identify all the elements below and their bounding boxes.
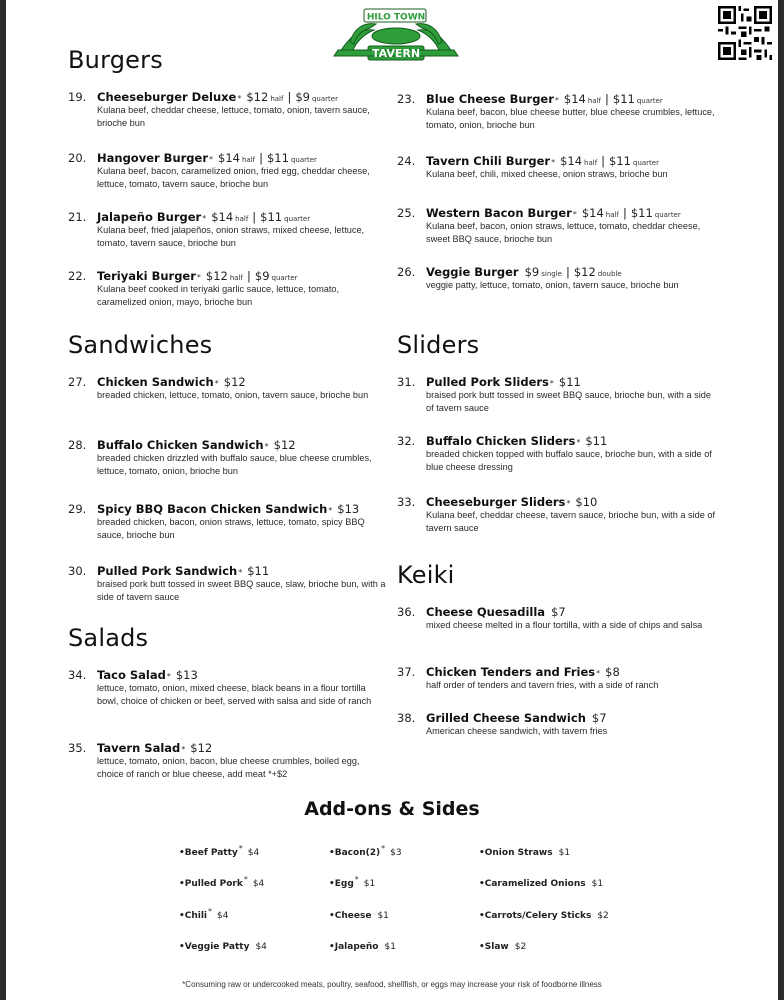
price-separator: | xyxy=(252,210,257,224)
item-price-1: $12 xyxy=(246,90,269,104)
item-price-2: $11 xyxy=(260,210,283,224)
item-price: $7 xyxy=(591,711,607,725)
item-name: Cheese Quesadilla xyxy=(426,605,546,619)
foodborne-illness-disclaimer: *Consuming raw or undercooked meats, poultry, seafood, shellfish, or eggs may increase your risk of foodborne illness xyxy=(182,980,602,989)
menu-item-cheeseburger-deluxe xyxy=(68,90,368,129)
item-price-1: $14 xyxy=(211,210,234,224)
item-number: 21. xyxy=(68,210,87,224)
item-size-2: quarter xyxy=(311,95,338,103)
addon-price: $1 xyxy=(558,848,571,858)
addon-cheese xyxy=(329,907,389,921)
item-size-1: half xyxy=(229,274,244,282)
addon-star: * xyxy=(208,907,213,916)
addon-carrots-celery-sticks xyxy=(479,907,609,921)
item-size-1: half xyxy=(587,97,601,105)
item-price-2: $11 xyxy=(609,154,631,168)
item-number: 29. xyxy=(68,502,87,516)
item-size-1: single xyxy=(541,270,562,278)
item-star: * xyxy=(596,669,601,678)
menu-item-teriyaki-burger xyxy=(68,269,368,308)
item-description: braised pork butt tossed in sweet BBQ sauce, slaw, brioche bun, with a side of tavern sauce xyxy=(97,579,386,602)
item-description: Kulana beef, chili, mixed cheese, onion straws, brioche bun xyxy=(426,169,668,179)
item-description: breaded chicken drizzled with buffalo sauce, blue cheese crumbles, lettuce, tomato, onion, brioche bun xyxy=(97,453,372,476)
item-number: 34. xyxy=(68,668,87,682)
menu-item-spicy-bbq-bacon-chicken-sandwich xyxy=(68,502,368,541)
item-star: * xyxy=(238,568,243,577)
addon-price: $1 xyxy=(591,879,604,889)
menu-item-cheese-quesadilla xyxy=(397,605,703,632)
item-name: Tavern Chili Burger xyxy=(426,154,551,168)
palm-trees-logo-icon xyxy=(330,6,462,64)
addon-pulled-pork xyxy=(179,875,264,889)
item-star: * xyxy=(264,442,269,451)
item-price-2: $11 xyxy=(266,151,289,165)
item-size-2: quarter xyxy=(633,159,659,167)
addon-name: •Jalapeño xyxy=(329,942,379,952)
section-title-sliders: Sliders xyxy=(397,331,480,359)
item-name: Taco Salad xyxy=(97,668,166,682)
item-price: $8 xyxy=(605,665,620,679)
item-number: 30. xyxy=(68,564,87,578)
section-title-addons: Add-ons & Sides xyxy=(304,798,480,820)
addon-price: $1 xyxy=(377,911,389,921)
item-price-2: $9 xyxy=(254,269,270,283)
menu-item-tavern-salad xyxy=(68,741,368,780)
item-number: 24. xyxy=(397,154,416,168)
item-number: 20. xyxy=(68,151,87,165)
section-title-salads: Salads xyxy=(68,624,149,652)
item-price-1: $14 xyxy=(581,206,604,220)
item-price: $12 xyxy=(190,741,213,755)
item-number: 35. xyxy=(68,741,87,755)
item-description: Kulana beef, bacon, caramelized onion, fried egg, cheddar cheese, lettuce, tomato, tavern sauce, brioche bun xyxy=(97,166,370,189)
item-number: 31. xyxy=(397,375,416,389)
item-description: Kulana beef, cheddar cheese, lettuce, tomato, onion, tavern sauce, brioche bun xyxy=(97,105,370,128)
item-number: 28. xyxy=(68,438,87,452)
item-description: lettuce, tomato, onion, mixed cheese, black beans in a flour tortilla bowl, choice of chicken or beef, served with salsa and side of ranch xyxy=(97,683,372,706)
menu-item-tavern-chili-burger xyxy=(397,154,697,181)
item-description: Kulana beef, bacon, blue cheese butter, blue cheese crumbles, lettuce, tomato, onion, brioche bun xyxy=(426,107,715,130)
item-size-1: half xyxy=(584,159,598,167)
addon-veggie-patty xyxy=(179,938,267,952)
item-star: * xyxy=(566,499,571,508)
addon-caramelized-onions xyxy=(479,875,603,889)
item-price: $7 xyxy=(551,605,566,619)
addon-price: $1 xyxy=(384,942,396,952)
menu-item-hangover-burger xyxy=(68,151,368,190)
item-description: breaded chicken, lettuce, tomato, onion, tavern sauce, brioche bun xyxy=(97,390,369,400)
addon-jalapeno xyxy=(329,938,396,952)
item-description: half order of tenders and tavern fries, with a side of ranch xyxy=(426,680,659,690)
item-price: $12 xyxy=(273,438,296,452)
item-price: $11 xyxy=(585,434,608,448)
item-number: 25. xyxy=(397,206,416,220)
menu-item-cheeseburger-sliders xyxy=(397,495,716,534)
section-title-burgers: Burgers xyxy=(68,46,163,74)
item-price: $13 xyxy=(175,668,198,682)
addon-slaw xyxy=(479,938,526,952)
addon-star: * xyxy=(381,844,386,853)
price-separator: | xyxy=(259,151,263,165)
item-star: * xyxy=(576,438,581,447)
menu-item-chicken-tenders-and-fries xyxy=(397,665,697,692)
addon-name: •Caramelized Onions xyxy=(479,879,586,889)
item-price-2: $11 xyxy=(612,92,635,106)
price-separator: | xyxy=(247,269,251,283)
menu-item-grilled-cheese-sandwich xyxy=(397,711,697,738)
item-number: 37. xyxy=(397,665,416,679)
item-number: 22. xyxy=(68,269,87,283)
item-size-2: quarter xyxy=(654,211,681,219)
item-name: Jalapeño Burger xyxy=(97,210,202,224)
item-size-2: quarter xyxy=(290,156,317,164)
item-price-2: $11 xyxy=(630,206,653,220)
addon-name: •Veggie Patty xyxy=(179,942,250,952)
item-size-1: half xyxy=(605,211,619,219)
section-title-sandwiches: Sandwiches xyxy=(68,331,213,359)
menu-page xyxy=(6,0,778,1000)
item-star: * xyxy=(328,506,333,515)
addon-name: •Slaw xyxy=(479,942,509,952)
addon-price: $4 xyxy=(247,848,260,858)
item-name: Cheeseburger Deluxe xyxy=(97,90,237,104)
item-star: * xyxy=(551,158,556,167)
logo-top-text: HILO TOWN xyxy=(366,12,426,23)
section-title-keiki: Keiki xyxy=(397,561,455,589)
price-separator: | xyxy=(622,206,627,220)
item-name: Cheeseburger Sliders xyxy=(426,495,566,509)
item-star: * xyxy=(181,745,186,754)
addon-price: $4 xyxy=(217,911,229,921)
item-number: 36. xyxy=(397,605,416,619)
addon-name: •Egg xyxy=(329,879,354,889)
item-number: 32. xyxy=(397,434,416,448)
item-name: Spicy BBQ Bacon Chicken Sandwich xyxy=(97,502,328,516)
item-name: Western Bacon Burger xyxy=(426,206,572,220)
item-size-2: quarter xyxy=(271,274,298,282)
item-name: Buffalo Chicken Sliders xyxy=(426,434,576,448)
item-star: * xyxy=(166,672,171,681)
item-star: * xyxy=(549,379,554,388)
item-star: * xyxy=(554,96,559,105)
addon-price: $2 xyxy=(514,942,527,952)
item-name: Chicken Tenders and Fries xyxy=(426,665,596,679)
menu-item-chicken-sandwich xyxy=(68,375,368,402)
item-description: Kulana beef, fried jalapeños, onion straws, mixed cheese, lettuce, tomato, tavern sauce, brioche bun xyxy=(97,225,365,248)
menu-item-jalapeno-burger xyxy=(68,210,368,249)
menu-item-western-bacon-burger xyxy=(397,206,701,245)
price-separator: | xyxy=(565,265,570,279)
item-number: 19. xyxy=(68,90,87,104)
item-star: * xyxy=(237,94,242,103)
item-price-1: $14 xyxy=(218,151,240,165)
addon-price: $1 xyxy=(363,879,376,889)
addon-name: •Bacon(2) xyxy=(329,848,381,858)
menu-item-blue-cheese-burger xyxy=(397,92,715,131)
item-description: American cheese sandwich, with tavern fries xyxy=(426,726,608,736)
item-description: braised pork butt tossed in sweet BBQ sauce, brioche bun, with a side of tavern sauce xyxy=(426,390,711,413)
addon-price: $4 xyxy=(252,879,265,889)
item-price: $11 xyxy=(247,564,270,578)
item-name: Pulled Pork Sandwich xyxy=(97,564,238,578)
price-separator: | xyxy=(287,90,292,104)
menu-item-buffalo-chicken-sandwich xyxy=(68,438,372,477)
item-price-1: $12 xyxy=(205,269,228,283)
addon-bacon xyxy=(329,844,402,858)
addon-name: •Carrots/Celery Sticks xyxy=(479,911,592,921)
item-price-1: $14 xyxy=(560,154,583,168)
item-name: Tavern Salad xyxy=(97,741,181,755)
item-description: Kulana beef, cheddar cheese, tavern sauce, brioche bun, with a side of tavern sauce xyxy=(426,510,716,533)
qr-code-icon[interactable] xyxy=(718,6,772,60)
item-size-2: quarter xyxy=(284,215,311,223)
addon-name: •Cheese xyxy=(329,911,372,921)
addon-name: •Chili xyxy=(179,911,208,921)
price-separator: | xyxy=(605,92,609,106)
addon-price: $2 xyxy=(597,911,609,921)
item-price: $12 xyxy=(223,375,246,389)
item-name: Hangover Burger xyxy=(97,151,209,165)
item-price-1: $9 xyxy=(524,265,540,279)
menu-item-pulled-pork-sandwich xyxy=(68,564,386,603)
item-price-1: $14 xyxy=(563,92,586,106)
item-description: Kulana beef cooked in teriyaki garlic sauce, lettuce, tomato, caramelized onion, mayo, brioche bun xyxy=(97,284,340,307)
item-size-1: half xyxy=(270,95,284,103)
addon-name: •Onion Straws xyxy=(479,848,553,858)
addon-price: $4 xyxy=(255,942,267,952)
addon-beef-patty xyxy=(179,844,259,858)
item-size-1: half xyxy=(241,156,256,164)
item-size-2: double xyxy=(597,270,622,278)
item-description: mixed cheese melted in a flour tortilla, with a side of chips and salsa xyxy=(426,620,703,630)
addon-chili xyxy=(179,907,228,921)
menu-item-taco-salad xyxy=(68,668,372,707)
menu-item-veggie-burger xyxy=(397,265,697,292)
item-star: * xyxy=(209,155,214,164)
item-name: Pulled Pork Sliders xyxy=(426,375,549,389)
item-number: 23. xyxy=(397,92,416,106)
price-separator: | xyxy=(601,154,606,168)
item-name: Chicken Sandwich xyxy=(97,375,214,389)
item-name: Teriyaki Burger xyxy=(97,269,196,283)
item-star: * xyxy=(572,210,577,219)
menu-item-buffalo-chicken-sliders xyxy=(397,434,712,473)
item-number: 33. xyxy=(397,495,416,509)
addon-onion-straws xyxy=(479,844,570,858)
item-name: Buffalo Chicken Sandwich xyxy=(97,438,264,452)
item-description: breaded chicken topped with buffalo sauce, brioche bun, with a side of blue cheese dressing xyxy=(426,449,712,472)
addon-star: * xyxy=(243,875,248,884)
item-name: Veggie Burger xyxy=(426,265,519,279)
addon-name: •Beef Patty xyxy=(179,848,238,858)
menu-item-pulled-pork-sliders xyxy=(397,375,711,414)
addon-egg xyxy=(329,875,375,889)
item-number: 27. xyxy=(68,375,87,389)
item-price: $10 xyxy=(575,495,598,509)
item-star: * xyxy=(214,379,219,388)
item-price: $13 xyxy=(337,502,360,516)
item-description: Kulana beef, bacon, onion straws, lettuce, tomato, cheddar cheese, sweet BBQ sauce, brioche bun xyxy=(426,221,701,244)
item-description: veggie patty, lettuce, tomato, onion, tavern sauce, brioche bun xyxy=(426,280,679,290)
item-price-2: $9 xyxy=(295,90,310,104)
item-number: 26. xyxy=(397,265,416,279)
addon-name: •Pulled Pork xyxy=(179,879,243,889)
item-description: lettuce, tomato, onion, bacon, blue cheese crumbles, boiled egg, choice of ranch or blue cheese, add meat *+$2 xyxy=(97,756,360,779)
item-name: Grilled Cheese Sandwich xyxy=(426,711,586,725)
item-name: Blue Cheese Burger xyxy=(426,92,554,106)
addon-price: $3 xyxy=(390,848,402,858)
item-star: * xyxy=(202,214,207,223)
item-size-1: half xyxy=(235,215,249,223)
addon-star: * xyxy=(238,844,243,853)
item-size-2: quarter xyxy=(636,97,663,105)
addon-star: * xyxy=(354,875,359,884)
item-number: 38. xyxy=(397,711,416,725)
item-price: $11 xyxy=(558,375,581,389)
item-star: * xyxy=(196,273,201,282)
item-price-2: $12 xyxy=(573,265,596,279)
logo-bottom-text: TAVERN xyxy=(371,47,421,60)
item-description: breaded chicken, bacon, onion straws, lettuce, tomato, spicy BBQ sauce, brioche bun xyxy=(97,517,365,540)
